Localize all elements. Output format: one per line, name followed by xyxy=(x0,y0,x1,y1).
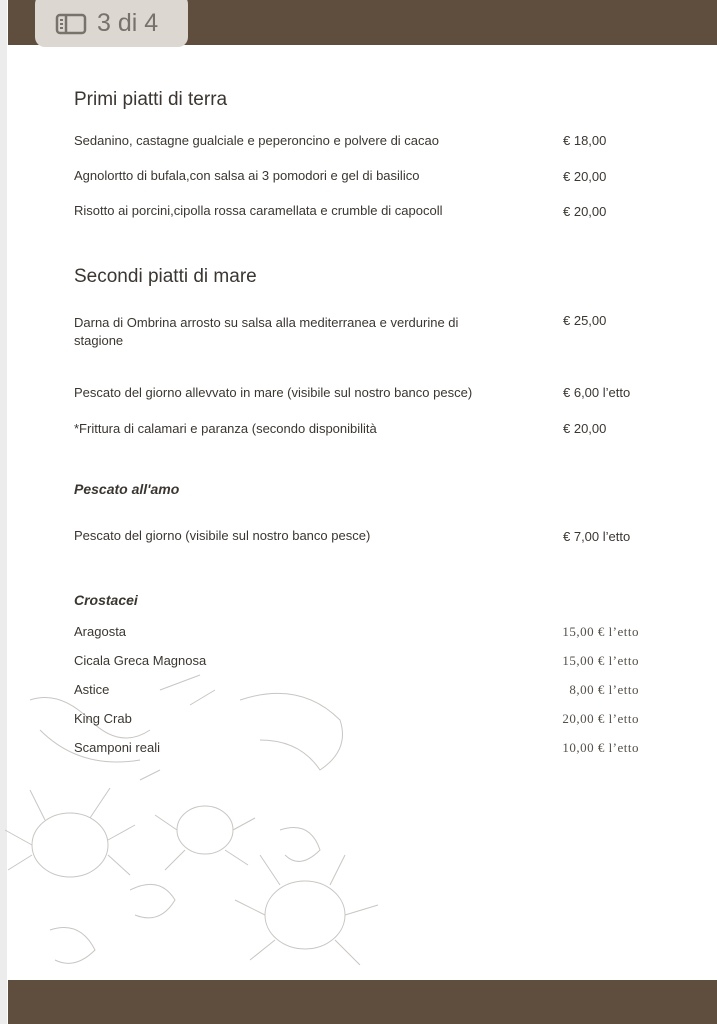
menu-item-name: Agnolortto di bufala,con salsa ai 3 pomodori e gel di basilico xyxy=(74,168,420,183)
menu-item-price: € 25,00 xyxy=(563,313,607,328)
menu-item-price: 8,00 € l’etto xyxy=(569,682,639,697)
page-indicator[interactable] xyxy=(35,0,188,47)
menu-item-price: € 6,00 l’etto xyxy=(563,385,631,400)
page-indicator-label: 3 di 4 xyxy=(97,9,159,37)
menu-item-name: Aragosta xyxy=(74,624,127,639)
menu-item-price: € 20,00 xyxy=(563,204,607,219)
menu-item-price: € 20,00 xyxy=(563,169,607,184)
menu-item-name: Scamponi reali xyxy=(74,740,160,755)
menu-item-name: Darna di Ombrina arrosto su salsa alla mediterranea e verdurine di stagione xyxy=(74,315,459,348)
seafood-sketch-illustration xyxy=(0,660,400,980)
menu-item-name: Astice xyxy=(74,682,110,697)
section-title-crostacei: Crostacei xyxy=(74,592,138,608)
section-title-pescato-amo: Pescato all'amo xyxy=(74,481,180,497)
menu-item-price: 10,00 € l’etto xyxy=(562,740,639,755)
menu-item-price: € 20,00 xyxy=(563,421,607,436)
menu-item-name: Risotto ai porcini,cipolla rossa caramellata e crumble di capocoll xyxy=(74,203,443,218)
menu-item-price: 15,00 € l’etto xyxy=(562,653,639,668)
section-title-primi-terra: Primi piatti di terra xyxy=(74,89,228,110)
menu-item-name: Pescato del giorno allevvato in mare (visibile sul nostro banco pesce) xyxy=(74,385,473,400)
menu-item-price: 15,00 € l’etto xyxy=(562,624,639,639)
menu-item-price: 20,00 € l’etto xyxy=(562,711,639,726)
sidebar-icon xyxy=(55,13,87,35)
menu-item-name: *Frittura di calamari e paranza (secondo disponibilità xyxy=(74,421,377,436)
page-footer-band xyxy=(8,980,717,1024)
menu-item-price: € 18,00 xyxy=(563,133,607,148)
menu-item-name: Pescato del giorno (visibile sul nostro banco pesce) xyxy=(74,528,371,543)
section-title-secondi-mare: Secondi piatti di mare xyxy=(74,266,257,287)
menu-item-name: Sedanino, castagne gualciale e peperoncino e polvere di cacao xyxy=(74,133,439,148)
menu-item-name: Cicala Greca Magnosa xyxy=(74,653,207,668)
menu-item-price: € 7,00 l’etto xyxy=(563,529,631,544)
menu-item-name: King Crab xyxy=(74,711,132,726)
